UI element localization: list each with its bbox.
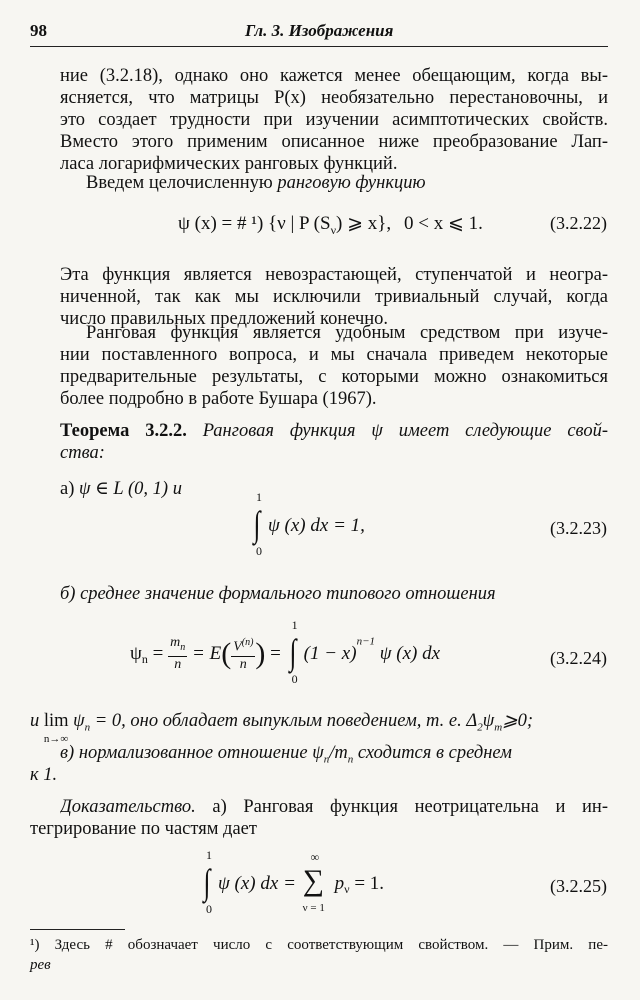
equation-3-2-24: $\psi_n$ = $\frac{m_n}{n}$ = E( $\frac{V^{(n)}}{n}$ ) = ∫ 1 0 $(1 - x)^{n-1}$ ψ (x) dx bbox=[130, 618, 441, 686]
proof-label: Доказательство. bbox=[60, 797, 196, 817]
item-v-cont: к 1. bbox=[30, 765, 58, 785]
equation-lhs: ψ bbox=[130, 643, 142, 664]
inner-denominator: n bbox=[239, 656, 247, 672]
footnote-rule bbox=[30, 929, 125, 930]
text-span: а) Ранговая функция неотрицательна и ин- bbox=[195, 797, 608, 817]
sum-lower-limit: ν = 1 bbox=[302, 902, 325, 914]
equation-rhs: ) ⩾ x}, bbox=[336, 213, 392, 234]
text-span: сходится в среднем bbox=[353, 743, 512, 763]
text-span: Введем целочисленную bbox=[86, 173, 278, 193]
paragraph-line: Вместо этого применим описанное ниже преобразование Лап- bbox=[60, 132, 608, 152]
integrand: ψ (x) dx = bbox=[218, 873, 301, 894]
equation-subscript: ν bbox=[330, 222, 336, 237]
term-p: p bbox=[334, 873, 345, 894]
paragraph-line: Эта функция является невозрастающей, ступенчатой и неогра- bbox=[60, 265, 608, 285]
expectation: = E bbox=[187, 643, 222, 664]
paragraph-line: более подробно в работе Бушара (1967). bbox=[60, 389, 377, 409]
theorem-statement bbox=[60, 420, 608, 442]
equation-lhs: ψ (x) = # ¹) {ν | P (S bbox=[178, 213, 331, 234]
proof-line bbox=[60, 796, 608, 818]
running-title: Гл. 3. Изображения bbox=[245, 21, 394, 40]
limit-subscript: n→∞ bbox=[43, 733, 69, 745]
integral-lower-limit: 0 bbox=[256, 544, 262, 558]
numerator-subscript: n bbox=[180, 641, 186, 653]
integral-upper-limit: 1 bbox=[256, 490, 262, 504]
text-span: /m bbox=[329, 743, 348, 763]
page-number: 98 bbox=[30, 21, 47, 40]
paren-right: ) bbox=[255, 637, 266, 670]
fraction bbox=[168, 635, 187, 673]
item-a bbox=[60, 478, 182, 500]
paragraph-line: предварительные результаты, с которыми можно ознакомиться bbox=[60, 367, 608, 387]
paragraph-line: нии поставленного вопроса, и мы сначала приведем некоторые bbox=[60, 345, 608, 365]
text-span: = 0, оно обладает выпуклым поведением, т. е. Δ bbox=[90, 711, 478, 731]
footnote-line: рев bbox=[30, 957, 51, 973]
equation-number: (3.2.24) bbox=[550, 648, 607, 668]
theorem-text-cont: ства: bbox=[60, 443, 105, 463]
integral-sign: ∫ 1 0 bbox=[253, 490, 262, 558]
numerator: m bbox=[170, 635, 181, 651]
integral-lower-limit: 0 bbox=[291, 672, 298, 686]
paragraph-line: ласа логарифмических ранговых функций. bbox=[60, 154, 398, 174]
item-v: в) нормализованное отношение $\psi_n/m_n$ сходится в среднем bbox=[60, 743, 512, 766]
term-rank-function: ранговую функцию bbox=[277, 173, 426, 193]
integrand: ψ (x) dx = 1, bbox=[268, 515, 365, 536]
paren-left: ( bbox=[221, 637, 232, 670]
denominator: n bbox=[174, 656, 182, 672]
equation-number: (3.2.22) bbox=[550, 213, 607, 233]
equation-3-2-22 bbox=[178, 212, 391, 238]
limit-line: и lim n→∞ $\psi_n = 0$, оно обладает выпуклым поведением, т. е. $\Delta_2\psi_m⩾0$; bbox=[30, 710, 533, 739]
inner-superscript: (n) bbox=[241, 637, 254, 649]
equals: = bbox=[147, 643, 169, 664]
paragraph-line: число правильных предложений конечно. bbox=[60, 309, 389, 329]
equation-3-2-25 bbox=[200, 848, 385, 916]
sum-sign: ∑ ∞ ν = 1 bbox=[302, 850, 325, 914]
paragraph-line: ниченной, так как мы исключили тривиальный случай, когда bbox=[60, 287, 608, 307]
paragraph-line: это создает трудности при изучении асимптотических свойств. bbox=[60, 110, 608, 130]
paragraph-line: Ранговая функция является удобным средством при изуче- bbox=[86, 323, 608, 343]
integrand-power: n−1 bbox=[356, 635, 375, 648]
integral-upper-limit: 1 bbox=[206, 848, 212, 862]
sum-upper-limit: ∞ bbox=[310, 850, 320, 864]
equation-subscript: n bbox=[141, 652, 148, 667]
text-span: и bbox=[30, 711, 44, 731]
item-a-text: ψ ∈ L (0, 1) и bbox=[79, 479, 182, 499]
integral-sign: ∫ 1 0 bbox=[203, 848, 212, 916]
equation-3-2-23 bbox=[250, 490, 365, 558]
integral-sign: ∫ 1 0 bbox=[289, 618, 298, 686]
equation-number: (3.2.25) bbox=[550, 876, 607, 896]
text-span: ⩾0; bbox=[502, 711, 534, 731]
inner-fraction bbox=[231, 635, 255, 673]
psi-symbol: ψ bbox=[482, 711, 495, 731]
item-a-label: а) bbox=[60, 479, 79, 499]
integral-lower-limit: 0 bbox=[206, 902, 212, 916]
inner-numerator: V bbox=[233, 639, 242, 655]
equation-number: (3.2.23) bbox=[550, 518, 607, 538]
proof-line: тегрирование по частям дает bbox=[30, 819, 257, 839]
paragraph-line: ние (3.2.18), однако оно кажется менее обещающим, когда вы- bbox=[60, 66, 608, 86]
equation-condition: 0 < x ⩽ 1. bbox=[404, 213, 483, 234]
equation-subscript: ν bbox=[344, 882, 350, 897]
header-rule bbox=[30, 46, 608, 47]
footnote-line: ¹) Здесь # обозначает число с соответствующим свойством. — Прим. пе- bbox=[30, 937, 608, 953]
text-span: в) нормализованное отношение ψ bbox=[60, 743, 324, 763]
theorem-label: Теорема 3.2.2. bbox=[60, 421, 187, 441]
paragraph-line bbox=[86, 172, 426, 194]
integrand: (1 − x) bbox=[303, 643, 357, 664]
psi-symbol: ψ bbox=[68, 711, 85, 731]
integrand-rest: ψ (x) dx bbox=[375, 643, 441, 664]
theorem-text: Ранговая функция ψ имеет следующие свой- bbox=[186, 421, 608, 441]
item-b: б) среднее значение формального типового отношения bbox=[60, 584, 496, 604]
equation-rhs: = 1. bbox=[349, 873, 385, 894]
paragraph-line: ясняется, что матрицы P(x) необязательно перестановочны, и bbox=[60, 88, 608, 108]
integral-upper-limit: 1 bbox=[291, 618, 298, 632]
